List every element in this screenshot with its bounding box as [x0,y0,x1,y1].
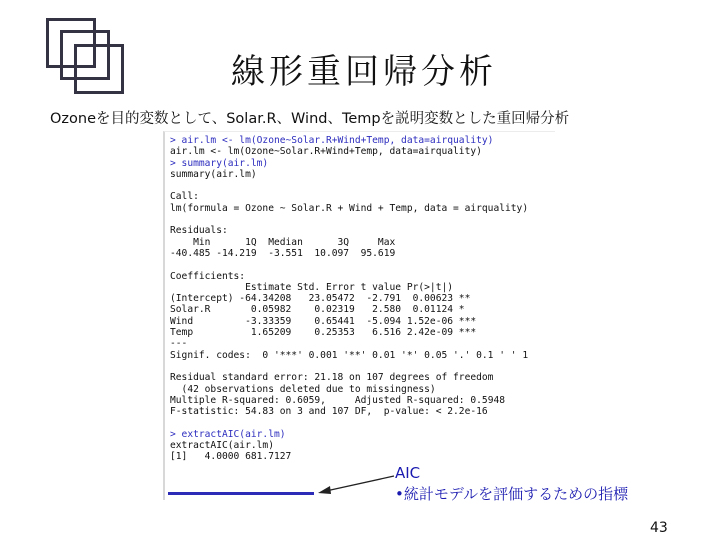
console-line: > extractAIC(air.lm) [170,428,286,440]
arrow-icon [316,474,396,496]
console-line: Min 1Q Median 3Q Max [170,236,402,248]
page-number: 43 [650,520,668,536]
console-line: > summary(air.lm) [170,157,269,169]
aic-underline [168,492,314,495]
console-line: Residual standard error: 21.18 on 107 degrees of freedom [170,372,494,384]
console-line: summary(air.lm) [170,168,257,180]
console-line: lm(formula = Ozone ~ Solar.R + Wind + Temp, data = airquality) [170,202,529,214]
console-line: > air.lm <- lm(Ozone~Solar.R+Wind+Temp, data=airquality) [170,135,494,146]
console-line: Temp 1.65209 0.25353 6.516 2.42e-09 *** [170,327,477,339]
console-line: Estimate Std. Error t value Pr(>|t|) [170,281,477,293]
console-text [165,132,555,463]
console-line: (42 observations deleted due to missingness) [170,383,436,395]
console-line: Residuals: [170,225,228,237]
slide-title: 線形重回帰分析 [231,52,497,92]
console-line: (Intercept) -64.34208 23.05472 -2.791 0.00623 ** [170,293,477,305]
console-line: [1] 4.0000 681.7127 [170,451,292,463]
console-line: Solar.R 0.05982 0.02319 2.580 0.01124 * [170,304,477,316]
console-line: Call: [170,191,199,203]
aic-description: •統計モデルを評価するための指標 [395,485,629,503]
console-line: -40.485 -14.219 -3.551 10.097 95.619 [170,247,402,259]
console-line: F-statistic: 54.83 on 3 and 107 DF, p-value: < 2.2e-16 [170,406,488,418]
console-line: Multiple R-squared: 0.6059, Adjusted R-squared: 0.5948 [170,394,511,406]
console-line: extractAIC(air.lm) [170,440,274,452]
console-line: Signif. codes: 0 '***' 0.001 '**' 0.01 '*' 0.05 '.' 0.1 ' ' 1 [170,349,534,361]
r-console-output [163,131,555,500]
console-line: Wind -3.33359 0.65441 -5.094 1.52e-06 *** [170,315,477,327]
console-line: air.lm <- lm(Ozone~Solar.R+Wind+Temp, data=airquality) [170,146,482,158]
console-line: --- [170,338,188,350]
slide-subtitle: Ozoneを目的変数として、Solar.R、Wind、Tempを説明変数とした重回帰分析 [50,111,570,127]
aic-annotation [395,463,628,505]
aic-label: AIC [395,464,421,482]
console-line: Coefficients: [170,270,246,282]
